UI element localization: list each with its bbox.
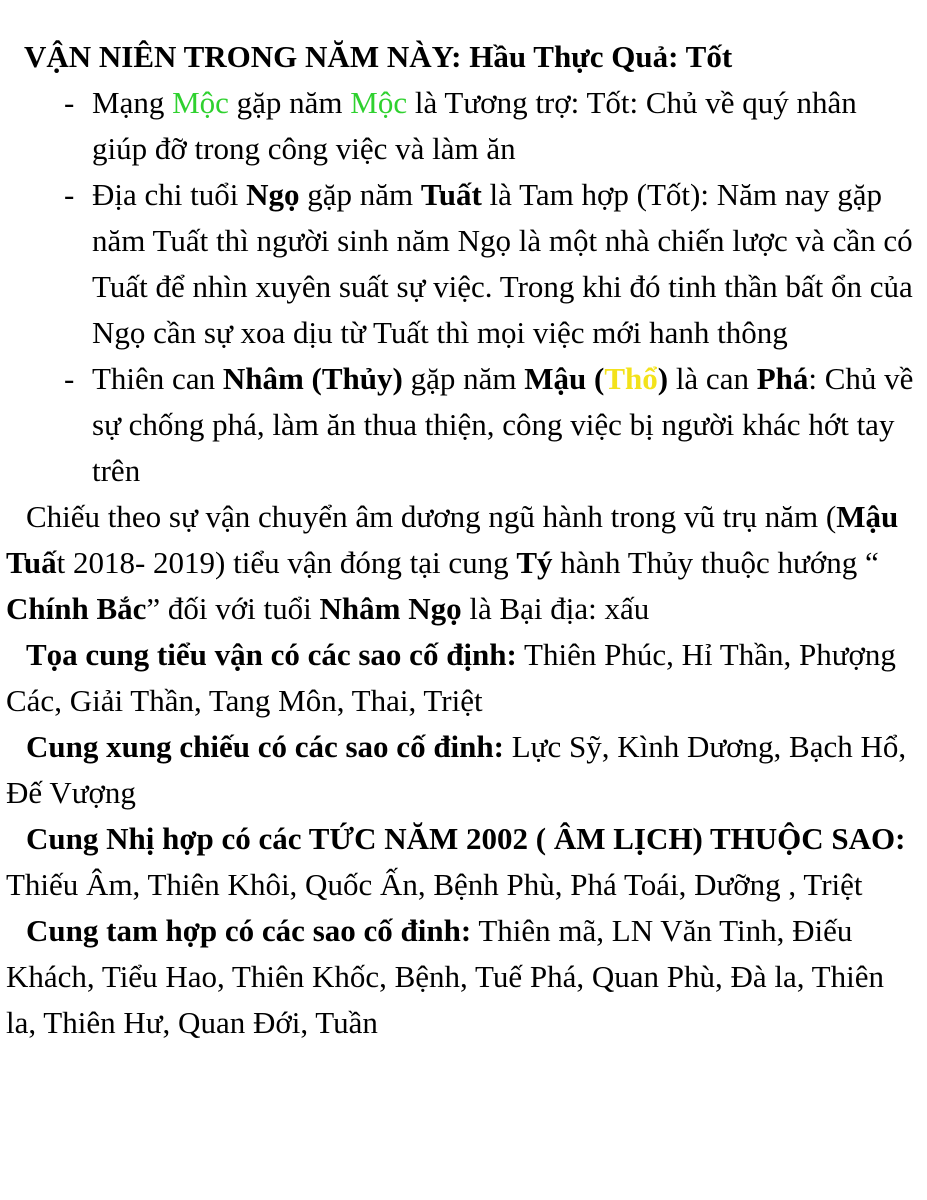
section-text: Thiếu Âm, Thiên Khôi, Quốc Ấn, Bệnh Phù, Phá Toái, Dưỡng , Triệt [6,867,863,902]
element-wood-text: Mộc [350,85,408,120]
bold-term: Mậu Tuấ [6,499,899,580]
element-wood-text: Mộc [172,85,229,120]
bullet-text: là Tam hợp (Tốt): Năm nay gặp năm Tuất thì người sinh năm Ngọ là một nhà chiến lược và cần có Tuất để nhìn xuyên suất sự việc. Trong khi đó tinh thần bất ổn của Ngọ cần sự xoa dịu từ Tuất thì mọi việc mới hanh thông [92,177,913,350]
section-binary-harmony [6,816,921,908]
paragraph-text: là Bại địa: xấu [461,591,650,626]
paragraph-text: hành Thủy thuộc hướng “ [552,545,879,580]
bold-term: Tý [516,545,553,580]
bold-term: Tuất [420,177,482,212]
list-item [6,80,921,172]
section-seated-palace [6,632,921,724]
bullet-marker: - [64,177,75,212]
section-text: Lực Sỹ, Kình Dương, Bạch Hổ, Đế Vượng [6,729,907,810]
section-opposing-palace [6,724,921,816]
bullet-text: là Tương trợ: Tốt: Chủ về quý nhân giúp đỡ trong công việc và làm ăn [92,85,857,166]
section-triple-harmony [6,908,921,1046]
bold-term: Nhâm (Thủy) [222,361,403,396]
section-label: Cung xung chiếu có các sao cố đinh: [26,729,504,764]
section-label: Tọa cung tiểu vận có các sao cố định: [26,637,517,672]
bold-term: Mậu ( [524,361,605,396]
bullet-text: là can [668,361,757,396]
paragraph-text: ” đối với tuổi [146,591,320,626]
bullet-text: Thiên can [92,361,223,396]
list-item [6,356,921,494]
bullet-text: : Chủ về sự chống phá, làm ăn thua thiện, công việc bị người khác hớt tay trên [92,361,914,488]
bullet-marker: - [64,361,75,396]
bold-term: Ngọ [246,177,300,212]
paragraph-text: t 2018- 2019) tiểu vận đóng tại cung [56,545,517,580]
title-prefix: VẬN NIÊN TRONG NĂM NÀY: [24,39,470,74]
list-item [6,172,921,356]
paragraph-text: Chiếu theo sự vận chuyển âm dương ngũ hành trong vũ trụ năm ( [26,499,837,534]
bold-term: ) [657,361,669,396]
section-label: Cung tam hợp có các sao cố đinh: [26,913,472,948]
section-text: Thiên mã, LN Văn Tinh, Điếu Khách, Tiểu Hao, Thiên Khốc, Bệnh, Tuế Phá, Quan Phù, Đà la, Thiên la, Thiên Hư, Quan Đới, Tuần [6,913,884,1040]
bullet-text: gặp năm [402,361,525,396]
section-text: Thiên Phúc, Hỉ Thần, Phượng Các, Giải Thần, Tang Môn, Thai, Triệt [6,637,896,718]
bullet-text: gặp năm [228,85,351,120]
bold-term: Chính Bắc [6,591,147,626]
bullet-text: Địa chi tuổi [92,177,247,212]
bold-term: Nhâm Ngọ [319,591,462,626]
bullet-list [6,80,921,494]
bullet-text: Mạng [92,85,173,120]
section-label: Cung Nhị hợp có các TỨC NĂM 2002 ( ÂM LỊCH) THUỘC SAO: [26,821,906,856]
intro-paragraph [6,494,921,632]
bullet-marker: - [64,85,75,120]
element-earth-text: Thổ [604,361,658,396]
bold-term: Phá [756,361,809,396]
page-title [6,34,921,80]
bullet-text: gặp năm [299,177,421,212]
title-value: Hầu Thực Quả: Tốt [469,39,733,74]
